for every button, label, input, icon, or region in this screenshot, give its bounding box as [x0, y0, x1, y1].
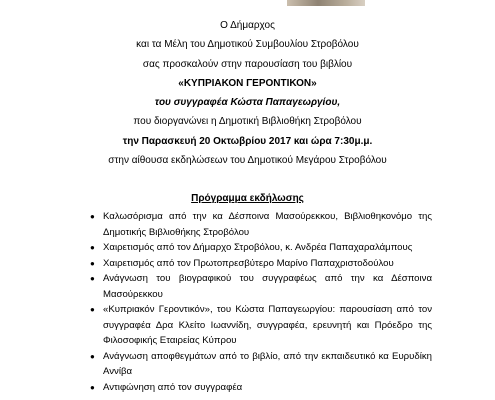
bullet-icon — [90, 271, 95, 287]
date-time: την Παρασκευή 20 Οκτωβρίου 2017 και ώρα 7:30μ.μ. — [122, 135, 373, 147]
invitation-invite: σας προσκαλούν στην παρουσίαση του βιβλίου — [142, 58, 353, 70]
program-item: ● Αντιφώνηση από τον συγγραφέα — [91, 380, 432, 396]
program-item: ● Καλωσόρισμα από την κα Δέσποινα Μασούρεκκου, Βιβλιοθηκονόμο της Δημοτικής Βιβλιοθήκης Στροβόλου — [91, 209, 432, 240]
program-heading: Πρόγραμμα εκδήλωσης — [191, 193, 304, 204]
bullet-icon — [90, 349, 95, 365]
program-item: ● Χαιρετισμός από τον Δήμαρχο Στροβόλου, κ. Ανδρέα Παπαχαραλάμπους — [91, 240, 432, 256]
program-item: ● Ανάγνωση του βιογραφικού του συγγραφέως από την κα Δέσποινα Μασούρεκκου — [91, 271, 432, 302]
organizer-line: που διοργανώνει η Δημοτική Βιβλιοθήκη Στροβόλου — [133, 116, 362, 128]
invitation-text — [0, 16, 495, 170]
program-item: ● Ανάγνωση αποφθεγμάτων από το βιβλίο, από την εκπαιδευτικό κα Ευρυδίκη Αννίβα — [91, 349, 432, 380]
invitation-mayor: Ο Δήμαρχος — [220, 20, 275, 31]
program-item: ● Χαιρετισμός από τον Πρωτοπρεσβύτερο Μαρίνο Παπαχριστοδούλου — [91, 256, 432, 272]
invitation-council: και τα Μέλη του Δημοτικού Συμβουλίου Στροβόλου — [136, 39, 359, 51]
bullet-icon — [90, 240, 95, 256]
bullet-icon — [90, 256, 95, 272]
bullet-icon — [90, 302, 95, 318]
bullet-icon — [90, 209, 95, 225]
program-item: ● «Κυπριακόν Γεροντικόν», του Κώστα Παπαγεωργίου: παρουσίαση από τον συγγραφέα Δρα Κλείτο Ιωαννίδη, συγγραφέα, ερευνητή και Πρόεδρο της Φιλοσοφικής Εταιρείας Κύπρου — [91, 302, 432, 349]
venue-line: στην αίθουσα εκδηλώσεων του Δημοτικού Μεγάρου Στροβόλου — [108, 155, 387, 167]
header-photo — [287, 0, 365, 6]
bullet-icon — [90, 380, 95, 396]
author-line: του συγγραφέα Κώστα Παπαγεωργίου, — [154, 97, 341, 109]
book-title: «ΚΥΠΡΙΑΚΟΝ ΓΕΡΟΝΤΙΚΟΝ» — [178, 77, 317, 89]
program-list — [91, 209, 432, 395]
